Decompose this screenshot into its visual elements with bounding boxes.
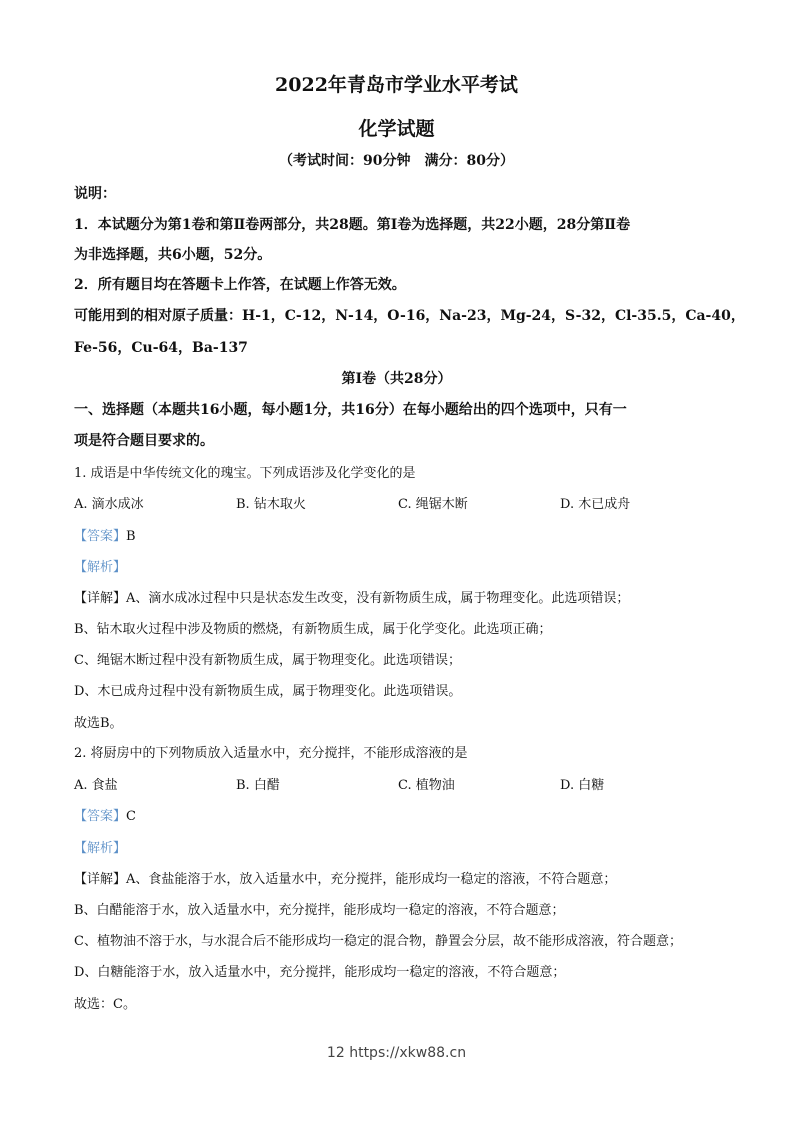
question-2-stem: 2. 将厨房中的下列物质放入适量水中，充分搅拌，不能形成溶液的是	[74, 746, 468, 761]
question-2-answer	[74, 805, 136, 824]
answer-value: B	[126, 529, 136, 544]
question-1-option-d: D. 木已成舟	[560, 497, 631, 512]
question-2-detail-line-1	[74, 868, 616, 887]
question-2-option-d: D. 白糖	[560, 778, 605, 793]
question-2-detail-line-2: B、白醋能溶于水，放入适量水中，充分搅拌，能形成均一稳定的溶液，不符合题意；	[74, 903, 565, 918]
answer-tag: 【答案】	[74, 529, 127, 544]
question-2-detail-line-3: C、植物油不溶于水，与水混合后不能形成均一稳定的混合物，静置会分层，故不能形成溶液，符合题意；	[74, 934, 682, 949]
part-instructions-line-1: 一、选择题（本题共16小题，每小题1分，共16分）在每小题给出的四个选项中，只有一	[74, 402, 627, 418]
question-1-analysis-tag: 【解析】	[74, 560, 127, 575]
footer-url[interactable]: https://xkw88.cn	[349, 1045, 467, 1061]
instruction-item-1-line-2: 为非选择题，共6小题，52分。	[74, 247, 272, 263]
instructions-heading: 说明：	[74, 186, 116, 202]
question-1-option-a: A. 滴水成冰	[74, 497, 144, 512]
atomic-mass-line-1: 可能用到的相对原子质量：H-1，C-12，N-14，O-16，Na-23，Mg-24，S-32，Cl-35.5，Ca-40，	[74, 308, 745, 324]
question-1-option-c: C. 绳锯木断	[398, 497, 468, 512]
question-2-conclusion: 故选：C。	[74, 997, 136, 1012]
instruction-item-2: 2．所有题目均在答题卡上作答，在试题上作答无效。	[74, 277, 406, 293]
question-1-answer	[74, 525, 136, 544]
detail-tag: 【详解】	[74, 591, 127, 606]
answer-value: C	[126, 809, 136, 824]
instruction-item-1-line-1: 1．本试题分为第1卷和第Ⅱ卷两部分，共28题。第Ⅰ卷为选择题，共22小题，28分第Ⅱ卷	[74, 217, 631, 233]
page-footer	[0, 1045, 793, 1061]
detail-text: A、食盐能溶于水，放入适量水中，充分搅拌，能形成均一稳定的溶液，不符合题意；	[126, 872, 617, 887]
question-2-option-a: A. 食盐	[74, 778, 118, 793]
detail-text: A、滴水成冰过程中只是状态发生改变，没有新物质生成，属于物理变化。此选项错误；	[126, 591, 630, 606]
page-number: 12	[326, 1045, 345, 1061]
exam-subtitle: 化学试题	[358, 118, 435, 140]
answer-tag: 【答案】	[74, 809, 127, 824]
question-2-option-c: C. 植物油	[398, 778, 455, 793]
question-2-detail-line-4: D、白糖能溶于水，放入适量水中，充分搅拌，能形成均一稳定的溶液，不符合题意；	[74, 965, 566, 980]
question-1-detail-line-2: B、钻木取火过程中涉及物质的燃烧，有新物质生成，属于化学变化。此选项正确；	[74, 622, 552, 637]
question-1-stem: 1. 成语是中华传统文化的瑰宝。下列成语涉及化学变化的是	[74, 466, 416, 481]
detail-tag: 【详解】	[74, 872, 127, 887]
question-2-analysis-tag: 【解析】	[74, 841, 127, 856]
atomic-mass-line-2: Fe-56，Cu-64，Ba-137	[74, 340, 248, 356]
question-2-option-b: B. 白醋	[236, 778, 280, 793]
exam-info: （考试时间：90分钟 满分：80分）	[279, 153, 514, 169]
question-1-detail-line-3: C、绳锯木断过程中没有新物质生成，属于物理变化。此选项错误；	[74, 653, 461, 668]
question-1-detail-line-1	[74, 587, 629, 606]
part-instructions-line-2: 项是符合题目要求的。	[74, 433, 214, 449]
question-1-detail-line-4: D、木已成舟过程中没有新物质生成，属于物理变化。此选项错误。	[74, 684, 462, 699]
question-1-conclusion: 故选B。	[74, 716, 123, 731]
question-1-option-b: B. 钻木取火	[236, 497, 306, 512]
exam-title: 2022年青岛市学业水平考试	[275, 74, 518, 96]
section-heading: 第Ⅰ卷（共28分）	[341, 371, 452, 387]
